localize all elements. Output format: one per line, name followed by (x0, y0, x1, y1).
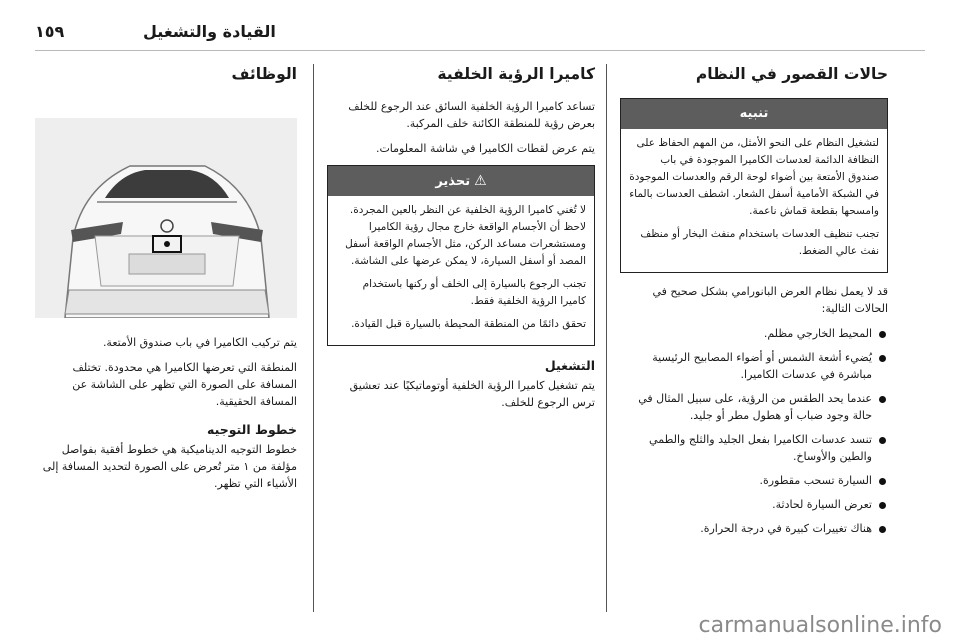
page-number: ١٥٩ (35, 22, 65, 41)
list-item: تعرض السيارة لحادثة. (620, 496, 888, 513)
section-title-limitations: حالات القصور في النظام (695, 65, 888, 83)
warning-box (327, 165, 595, 346)
car-rear-illustration (35, 118, 297, 318)
column-system-limitations (620, 64, 888, 544)
operation-text: يتم تشغيل كاميرا الرؤية الخلفية أوتوماتيكيًا عند تعشيق ترس الرجوع للخلف. (349, 379, 595, 409)
guidelines-text: خطوط التوجيه الديناميكية هي خطوط أفقية بفواصل مؤلفة من ١ متر تُعرض على الصورة لتحديد المسافة إلى الأشياء التي تظهر. (42, 443, 297, 490)
warning-heading-text: تحذير (435, 174, 471, 189)
camera-location-text: يتم تركيب الكاميرا في باب صندوق الأمتعة. (102, 336, 297, 349)
section-title-functions: الوظائف (231, 65, 297, 83)
car-rear-camera-image (35, 118, 297, 318)
column-divider-right (606, 64, 607, 612)
warning-triangle-icon: ⚠ (474, 173, 487, 189)
notice-text: لتشغيل النظام على النحو الأمثل، من المهم الحفاظ على النظافة الدائمة لعدسات الكاميرا الموجودة في باب صندوق الأمتعة بين أضواء لوحة الرقم والعدسات الموجودة في الشبكة الأمامية أسفل الشعار. اشطف العدسات بالماء وامسحها بقطعة قماش ناعمة. (629, 137, 879, 217)
list-item: عندما يحد الطقس من الرؤية، على سبيل المثال في حالة وجود ضباب أو هطول مطر أو جليد. (620, 390, 888, 424)
notice-heading: تنبيه (621, 99, 887, 129)
column-rear-camera (327, 64, 595, 419)
header-divider (35, 50, 925, 51)
list-item: المحيط الخارجي مظلم. (620, 325, 888, 342)
limitations-list (620, 325, 888, 537)
column-divider-left (313, 64, 314, 612)
chapter-title: القيادة والتشغيل (143, 22, 276, 41)
rear-camera-intro: تساعد كاميرا الرؤية الخلفية السائق عند الرجوع للخلف بعرض رؤية للمنطقة الكائنة خلف المركبة. (348, 100, 595, 130)
page-header (35, 22, 925, 48)
limitations-intro: قد لا يعمل نظام العرض البانورامي بشكل صحيح في الحالات التالية: (652, 285, 888, 315)
guidelines-heading: خطوط التوجيه (207, 422, 297, 437)
operation-heading: التشغيل (544, 358, 595, 373)
list-item: تنسد عدسات الكاميرا بفعل الجليد والثلج والطمي والطين والأوساخ. (620, 431, 888, 465)
site-watermark: carmanualsonline.info (698, 613, 942, 638)
list-item: يُضيء أشعة الشمس أو أضواء المصابيح الرئيسية مباشرة في عدسات الكاميرا. (620, 349, 888, 383)
warning-body (328, 196, 594, 345)
notice-text-2: تجنب تنظيف العدسات باستخدام منفث البخار أو منظف نفث عالي الضغط. (640, 228, 879, 257)
warning-text-2: تجنب الرجوع بالسيارة إلى الخلف أو ركنها باستخدام كاميرا الرؤية الخلفية فقط. (362, 278, 586, 307)
notice-box (620, 98, 888, 273)
list-item: السيارة تسحب مقطورة. (620, 472, 888, 489)
column-functions (35, 64, 297, 500)
camera-area-text: المنطقة التي تعرضها الكاميرا هي محدودة. تختلف المسافة على الصورة التي تظهر على الشاشة عن المسافة الحقيقية. (72, 361, 297, 408)
list-item: هناك تغييرات كبيرة في درجة الحرارة. (620, 520, 888, 537)
notice-body (621, 129, 887, 272)
rear-camera-display: يتم عرض لقطات الكاميرا في شاشة المعلومات. (375, 142, 595, 155)
warning-text-1: لا تُغني كاميرا الرؤية الخلفية عن النظر بالعين المجردة. لاحظ أن الأجسام الواقعة خارج مجال رؤية الكاميرا ومستشعرات مساعد الركن، مثل الأجسام الواقعة أسفل المصد أو أسفل السيارة، لا يمكن عرضها على الشاشة. (345, 204, 586, 267)
section-title-rear-camera: كاميرا الرؤية الخلفية (437, 65, 595, 83)
warning-heading (328, 166, 594, 196)
warning-text-3: تحقق دائمًا من المنطقة المحيطة بالسيارة قبل القيادة. (351, 318, 586, 330)
